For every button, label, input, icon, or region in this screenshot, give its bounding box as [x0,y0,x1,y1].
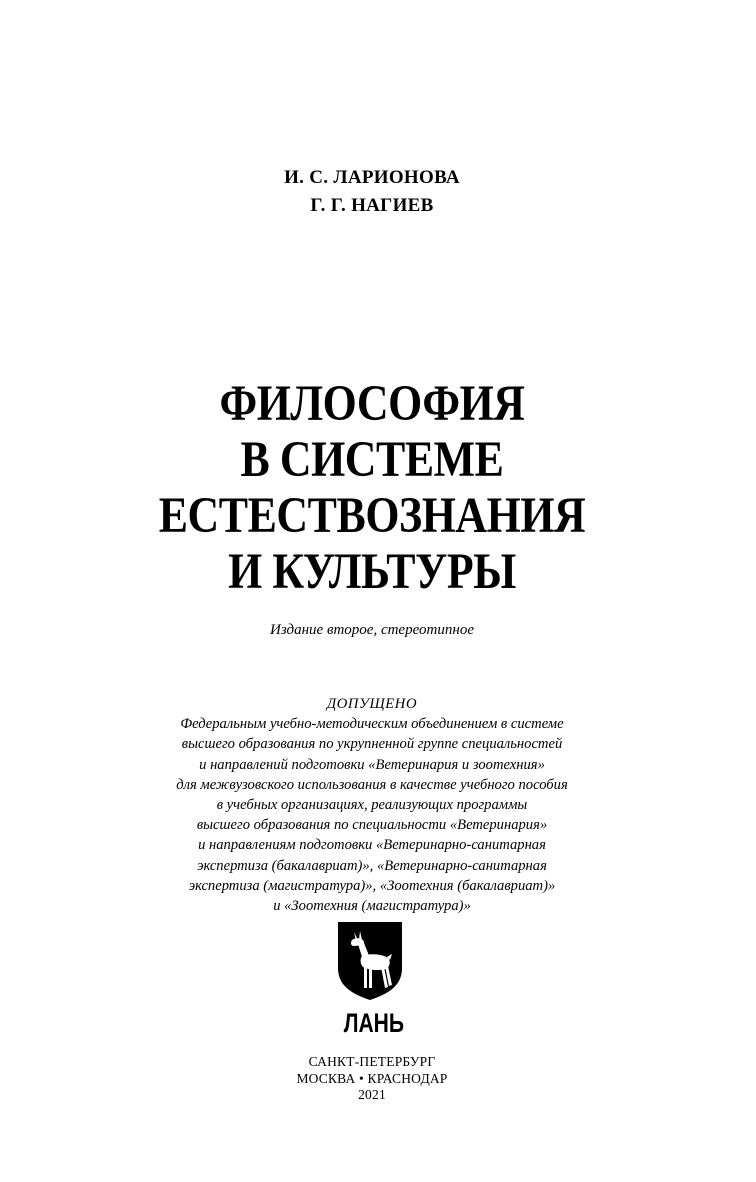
approval-line: Федеральным учебно-методическим объединением в системе [180,716,564,733]
title-line: В СИСТЕМЕ [240,432,504,488]
publisher-imprint [0,1054,744,1104]
imprint-year: 2021 [358,1087,386,1102]
approval-line: высшего образования по укрупненной группе специальностей [181,736,563,753]
approval-line: высшего образования по специальности «Ветеринария» [196,817,548,834]
edition-note: Издание второе, стереотипное [270,622,474,638]
approval-block [0,694,744,916]
publisher-logo [336,922,406,1040]
approval-line: и «Зоотехния (магистратура)» [273,898,471,915]
book-title [52,376,692,600]
author-name: И. С. ЛАРИОНОВА [284,167,460,188]
title-line: ФИЛОСОФИЯ [219,376,525,432]
title-line: И КУЛЬТУРЫ [228,544,516,600]
approval-line: и направлений подготовки «Ветеринария и зоотехния» [199,756,545,773]
approval-heading: ДОПУЩЕНО [326,696,418,712]
imprint-cities: САНКТ-ПЕТЕРБУРГ [308,1054,436,1069]
title-line: ЕСТЕСТВОЗНАНИЯ [158,488,586,544]
author-name: Г. Г. НАГИЕВ [310,195,434,216]
approval-line: экспертиза (бакалавриат)», «Ветеринарно-санитарная [197,857,547,874]
imprint-cities: МОСКВА • КРАСНОДАР [296,1070,448,1086]
approval-line: экспертиза (магистратура)», «Зоотехния (бакалавриат)» [188,877,556,894]
approval-line: в учебных организациях, реализующих программы [216,797,528,814]
approval-line: для межвузовского использования в качестве учебного пособия [176,776,568,793]
authors-block [0,164,744,220]
approval-line: и направлениям подготовки «Ветеринарно-санитарная [198,837,546,854]
publisher-logo-text: ЛАНЬ [343,1008,405,1038]
